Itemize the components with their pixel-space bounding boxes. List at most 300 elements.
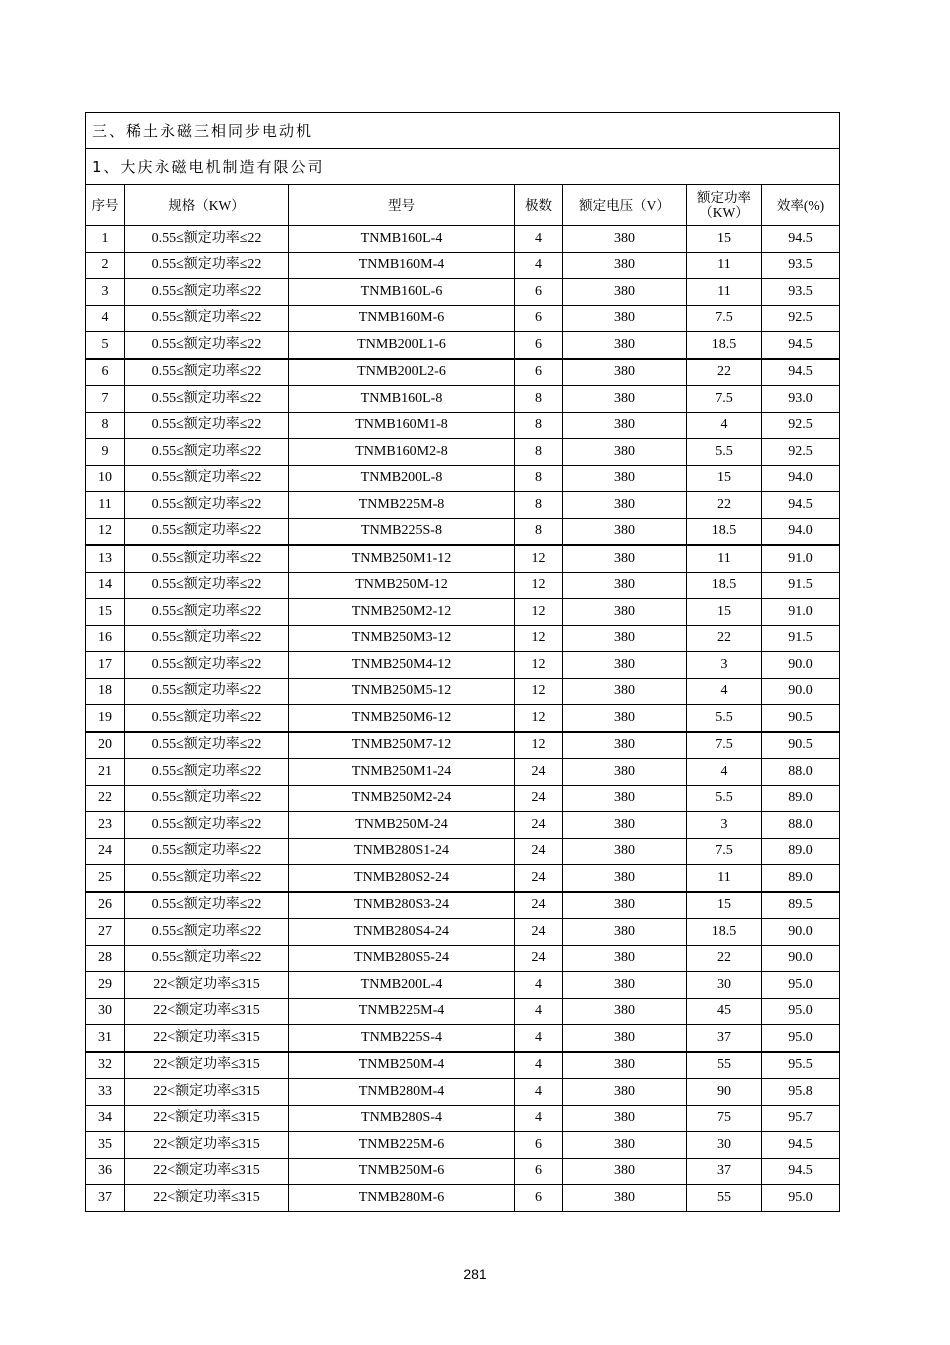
- cell-model: TNMB160M-6: [289, 305, 515, 332]
- cell-power: 11: [687, 279, 762, 306]
- header-power-line1: 额定功率: [697, 190, 751, 205]
- cell-poles: 12: [515, 652, 563, 679]
- cell-seq: 29: [86, 972, 125, 999]
- cell-voltage: 380: [563, 359, 687, 386]
- cell-spec: 22<额定功率≤315: [125, 1052, 289, 1079]
- cell-poles: 24: [515, 785, 563, 812]
- cell-model: TNMB280S3-24: [289, 892, 515, 919]
- cell-efficiency: 95.0: [762, 972, 840, 999]
- cell-power: 11: [687, 252, 762, 279]
- cell-voltage: 380: [563, 1025, 687, 1052]
- cell-poles: 4: [515, 226, 563, 253]
- table-row: [86, 332, 840, 359]
- cell-seq: 34: [86, 1105, 125, 1132]
- cell-model: TNMB160M1-8: [289, 412, 515, 439]
- cell-power: 30: [687, 972, 762, 999]
- cell-seq: 16: [86, 625, 125, 652]
- cell-model: TNMB160M-4: [289, 252, 515, 279]
- cell-spec: 0.55≤额定功率≤22: [125, 652, 289, 679]
- cell-poles: 12: [515, 545, 563, 572]
- cell-power: 11: [687, 865, 762, 892]
- table-row: [86, 892, 840, 919]
- cell-spec: 0.55≤额定功率≤22: [125, 226, 289, 253]
- cell-voltage: 380: [563, 1158, 687, 1185]
- cell-power: 5.5: [687, 785, 762, 812]
- cell-seq: 25: [86, 865, 125, 892]
- company-title: 1、大庆永磁电机制造有限公司: [86, 149, 840, 185]
- cell-model: TNMB250M-6: [289, 1158, 515, 1185]
- cell-efficiency: 94.5: [762, 226, 840, 253]
- header-spec: 规格（KW）: [125, 185, 289, 226]
- cell-power: 75: [687, 1105, 762, 1132]
- cell-poles: 12: [515, 732, 563, 759]
- cell-efficiency: 89.0: [762, 785, 840, 812]
- cell-seq: 30: [86, 998, 125, 1025]
- cell-power: 18.5: [687, 518, 762, 545]
- cell-power: 3: [687, 812, 762, 839]
- cell-model: TNMB160L-8: [289, 386, 515, 413]
- table-row: [86, 1158, 840, 1185]
- cell-voltage: 380: [563, 1052, 687, 1079]
- cell-voltage: 380: [563, 759, 687, 786]
- cell-model: TNMB250M2-12: [289, 599, 515, 626]
- cell-voltage: 380: [563, 1079, 687, 1106]
- cell-seq: 3: [86, 279, 125, 306]
- cell-spec: 22<额定功率≤315: [125, 1158, 289, 1185]
- cell-poles: 24: [515, 838, 563, 865]
- header-seq: 序号: [86, 185, 125, 226]
- cell-power: 4: [687, 412, 762, 439]
- table-row: [86, 945, 840, 972]
- cell-power: 5.5: [687, 705, 762, 732]
- cell-voltage: 380: [563, 599, 687, 626]
- cell-efficiency: 95.0: [762, 1185, 840, 1212]
- cell-model: TNMB225M-6: [289, 1132, 515, 1159]
- cell-power: 37: [687, 1025, 762, 1052]
- cell-efficiency: 95.7: [762, 1105, 840, 1132]
- table-row: [86, 279, 840, 306]
- table-row: [86, 1185, 840, 1212]
- cell-efficiency: 92.5: [762, 305, 840, 332]
- cell-spec: 0.55≤额定功率≤22: [125, 785, 289, 812]
- cell-efficiency: 93.5: [762, 279, 840, 306]
- cell-model: TNMB200L-4: [289, 972, 515, 999]
- table-row: [86, 465, 840, 492]
- table-row: [86, 1079, 840, 1106]
- cell-spec: 0.55≤额定功率≤22: [125, 465, 289, 492]
- cell-efficiency: 91.5: [762, 572, 840, 599]
- cell-voltage: 380: [563, 625, 687, 652]
- table-row: [86, 226, 840, 253]
- cell-voltage: 380: [563, 1132, 687, 1159]
- cell-voltage: 380: [563, 518, 687, 545]
- cell-power: 45: [687, 998, 762, 1025]
- cell-spec: 0.55≤额定功率≤22: [125, 305, 289, 332]
- table-row: [86, 1105, 840, 1132]
- cell-seq: 32: [86, 1052, 125, 1079]
- table-row: [86, 1025, 840, 1052]
- cell-voltage: 380: [563, 252, 687, 279]
- cell-poles: 4: [515, 252, 563, 279]
- cell-power: 15: [687, 892, 762, 919]
- cell-efficiency: 91.5: [762, 625, 840, 652]
- header-power: [687, 185, 762, 226]
- cell-voltage: 380: [563, 919, 687, 946]
- cell-efficiency: 91.0: [762, 599, 840, 626]
- cell-power: 37: [687, 1158, 762, 1185]
- cell-poles: 6: [515, 1132, 563, 1159]
- cell-efficiency: 92.5: [762, 412, 840, 439]
- cell-power: 5.5: [687, 439, 762, 466]
- cell-model: TNMB225S-8: [289, 518, 515, 545]
- cell-poles: 6: [515, 279, 563, 306]
- cell-model: TNMB250M-4: [289, 1052, 515, 1079]
- cell-poles: 8: [515, 412, 563, 439]
- cell-seq: 12: [86, 518, 125, 545]
- cell-power: 4: [687, 678, 762, 705]
- cell-spec: 0.55≤额定功率≤22: [125, 812, 289, 839]
- cell-power: 22: [687, 625, 762, 652]
- cell-model: TNMB160L-4: [289, 226, 515, 253]
- cell-spec: 22<额定功率≤315: [125, 1105, 289, 1132]
- cell-efficiency: 94.5: [762, 1132, 840, 1159]
- header-efficiency: 效率(%): [762, 185, 840, 226]
- table-row: [86, 705, 840, 732]
- cell-spec: 0.55≤额定功率≤22: [125, 678, 289, 705]
- table-row: [86, 625, 840, 652]
- cell-voltage: 380: [563, 545, 687, 572]
- cell-model: TNMB280M-4: [289, 1079, 515, 1106]
- cell-efficiency: 88.0: [762, 759, 840, 786]
- cell-voltage: 380: [563, 279, 687, 306]
- header-power-line2: （KW）: [699, 205, 749, 220]
- cell-seq: 37: [86, 1185, 125, 1212]
- cell-efficiency: 90.0: [762, 919, 840, 946]
- table-row: [86, 652, 840, 679]
- cell-spec: 0.55≤额定功率≤22: [125, 625, 289, 652]
- cell-seq: 20: [86, 732, 125, 759]
- cell-poles: 8: [515, 439, 563, 466]
- cell-seq: 18: [86, 678, 125, 705]
- cell-seq: 4: [86, 305, 125, 332]
- cell-model: TNMB160L-6: [289, 279, 515, 306]
- cell-model: TNMB280S1-24: [289, 838, 515, 865]
- cell-model: TNMB250M7-12: [289, 732, 515, 759]
- cell-efficiency: 90.5: [762, 705, 840, 732]
- cell-spec: 22<额定功率≤315: [125, 998, 289, 1025]
- cell-poles: 8: [515, 386, 563, 413]
- cell-spec: 0.55≤额定功率≤22: [125, 732, 289, 759]
- cell-power: 15: [687, 226, 762, 253]
- cell-seq: 21: [86, 759, 125, 786]
- page-number: 281: [463, 1266, 487, 1282]
- table-row: [86, 812, 840, 839]
- cell-power: 22: [687, 359, 762, 386]
- cell-spec: 22<额定功率≤315: [125, 1132, 289, 1159]
- cell-poles: 4: [515, 1079, 563, 1106]
- cell-efficiency: 95.0: [762, 998, 840, 1025]
- cell-power: 7.5: [687, 732, 762, 759]
- section-title-row: [86, 113, 840, 149]
- cell-seq: 9: [86, 439, 125, 466]
- cell-poles: 12: [515, 678, 563, 705]
- table-row: [86, 386, 840, 413]
- cell-model: TNMB280S5-24: [289, 945, 515, 972]
- cell-poles: 24: [515, 919, 563, 946]
- cell-power: 55: [687, 1052, 762, 1079]
- cell-model: TNMB250M-12: [289, 572, 515, 599]
- cell-poles: 24: [515, 892, 563, 919]
- cell-spec: 0.55≤额定功率≤22: [125, 599, 289, 626]
- cell-model: TNMB200L2-6: [289, 359, 515, 386]
- cell-spec: 0.55≤额定功率≤22: [125, 838, 289, 865]
- cell-efficiency: 90.0: [762, 945, 840, 972]
- cell-efficiency: 94.5: [762, 492, 840, 519]
- cell-spec: 0.55≤额定功率≤22: [125, 945, 289, 972]
- cell-poles: 24: [515, 865, 563, 892]
- cell-seq: 19: [86, 705, 125, 732]
- cell-seq: 24: [86, 838, 125, 865]
- cell-spec: 0.55≤额定功率≤22: [125, 359, 289, 386]
- cell-seq: 15: [86, 599, 125, 626]
- cell-poles: 12: [515, 599, 563, 626]
- cell-seq: 28: [86, 945, 125, 972]
- cell-model: TNMB200L1-6: [289, 332, 515, 359]
- cell-model: TNMB280M-6: [289, 1185, 515, 1212]
- cell-poles: 4: [515, 1105, 563, 1132]
- cell-power: 7.5: [687, 838, 762, 865]
- cell-seq: 10: [86, 465, 125, 492]
- cell-poles: 12: [515, 625, 563, 652]
- cell-poles: 6: [515, 305, 563, 332]
- cell-efficiency: 92.5: [762, 439, 840, 466]
- cell-voltage: 380: [563, 332, 687, 359]
- cell-efficiency: 89.0: [762, 865, 840, 892]
- cell-model: TNMB250M1-12: [289, 545, 515, 572]
- table-row: [86, 492, 840, 519]
- cell-model: TNMB250M4-12: [289, 652, 515, 679]
- cell-seq: 31: [86, 1025, 125, 1052]
- cell-spec: 0.55≤额定功率≤22: [125, 919, 289, 946]
- header-model: 型号: [289, 185, 515, 226]
- cell-power: 4: [687, 759, 762, 786]
- cell-efficiency: 94.5: [762, 359, 840, 386]
- cell-efficiency: 93.0: [762, 386, 840, 413]
- cell-poles: 8: [515, 518, 563, 545]
- table-row: [86, 305, 840, 332]
- cell-voltage: 380: [563, 439, 687, 466]
- table-row: [86, 785, 840, 812]
- cell-voltage: 380: [563, 465, 687, 492]
- cell-poles: 6: [515, 359, 563, 386]
- cell-voltage: 380: [563, 838, 687, 865]
- cell-efficiency: 94.5: [762, 1158, 840, 1185]
- cell-model: TNMB225S-4: [289, 1025, 515, 1052]
- cell-power: 3: [687, 652, 762, 679]
- cell-seq: 26: [86, 892, 125, 919]
- cell-model: TNMB250M2-24: [289, 785, 515, 812]
- cell-spec: 0.55≤额定功率≤22: [125, 865, 289, 892]
- table-row: [86, 1052, 840, 1079]
- cell-seq: 5: [86, 332, 125, 359]
- cell-poles: 24: [515, 812, 563, 839]
- cell-poles: 6: [515, 1185, 563, 1212]
- cell-seq: 6: [86, 359, 125, 386]
- cell-power: 15: [687, 465, 762, 492]
- cell-power: 55: [687, 1185, 762, 1212]
- cell-poles: 24: [515, 759, 563, 786]
- cell-efficiency: 95.0: [762, 1025, 840, 1052]
- cell-seq: 7: [86, 386, 125, 413]
- table-row: [86, 518, 840, 545]
- cell-voltage: 380: [563, 572, 687, 599]
- table-row: [86, 972, 840, 999]
- cell-voltage: 380: [563, 785, 687, 812]
- cell-seq: 13: [86, 545, 125, 572]
- cell-power: 22: [687, 492, 762, 519]
- cell-efficiency: 90.0: [762, 678, 840, 705]
- table-row: [86, 545, 840, 572]
- cell-model: TNMB280S-4: [289, 1105, 515, 1132]
- cell-spec: 0.55≤额定功率≤22: [125, 332, 289, 359]
- cell-poles: 8: [515, 492, 563, 519]
- cell-spec: 0.55≤额定功率≤22: [125, 492, 289, 519]
- cell-efficiency: 89.0: [762, 838, 840, 865]
- cell-efficiency: 94.5: [762, 332, 840, 359]
- cell-poles: 6: [515, 332, 563, 359]
- cell-spec: 0.55≤额定功率≤22: [125, 545, 289, 572]
- cell-power: 22: [687, 945, 762, 972]
- cell-poles: 8: [515, 465, 563, 492]
- cell-spec: 22<额定功率≤315: [125, 972, 289, 999]
- cell-efficiency: 95.8: [762, 1079, 840, 1106]
- cell-voltage: 380: [563, 652, 687, 679]
- table-row: [86, 998, 840, 1025]
- table-row: [86, 865, 840, 892]
- cell-poles: 4: [515, 1052, 563, 1079]
- cell-power: 11: [687, 545, 762, 572]
- cell-model: TNMB250M5-12: [289, 678, 515, 705]
- cell-seq: 14: [86, 572, 125, 599]
- cell-voltage: 380: [563, 865, 687, 892]
- cell-efficiency: 93.5: [762, 252, 840, 279]
- cell-spec: 0.55≤额定功率≤22: [125, 386, 289, 413]
- cell-model: TNMB200L-8: [289, 465, 515, 492]
- cell-voltage: 380: [563, 732, 687, 759]
- table-row: [86, 252, 840, 279]
- cell-poles: 4: [515, 972, 563, 999]
- cell-model: TNMB225M-8: [289, 492, 515, 519]
- company-title-row: [86, 149, 840, 185]
- table-row: [86, 838, 840, 865]
- cell-seq: 11: [86, 492, 125, 519]
- cell-power: 7.5: [687, 305, 762, 332]
- cell-voltage: 380: [563, 972, 687, 999]
- table-row: [86, 599, 840, 626]
- cell-spec: 0.55≤额定功率≤22: [125, 892, 289, 919]
- cell-spec: 22<额定功率≤315: [125, 1185, 289, 1212]
- cell-voltage: 380: [563, 812, 687, 839]
- cell-poles: 12: [515, 705, 563, 732]
- table-row: [86, 412, 840, 439]
- cell-spec: 0.55≤额定功率≤22: [125, 705, 289, 732]
- cell-efficiency: 94.0: [762, 465, 840, 492]
- table-row: [86, 359, 840, 386]
- cell-poles: 12: [515, 572, 563, 599]
- cell-spec: 22<额定功率≤315: [125, 1025, 289, 1052]
- cell-power: 18.5: [687, 332, 762, 359]
- cell-model: TNMB160M2-8: [289, 439, 515, 466]
- cell-efficiency: 89.5: [762, 892, 840, 919]
- cell-efficiency: 90.5: [762, 732, 840, 759]
- cell-voltage: 380: [563, 1105, 687, 1132]
- cell-seq: 8: [86, 412, 125, 439]
- cell-model: TNMB280S2-24: [289, 865, 515, 892]
- cell-voltage: 380: [563, 678, 687, 705]
- cell-model: TNMB250M1-24: [289, 759, 515, 786]
- table-row: [86, 759, 840, 786]
- cell-efficiency: 90.0: [762, 652, 840, 679]
- cell-power: 7.5: [687, 386, 762, 413]
- cell-voltage: 380: [563, 705, 687, 732]
- cell-poles: 4: [515, 998, 563, 1025]
- cell-spec: 0.55≤额定功率≤22: [125, 759, 289, 786]
- cell-model: TNMB250M3-12: [289, 625, 515, 652]
- cell-voltage: 380: [563, 386, 687, 413]
- cell-model: TNMB280S4-24: [289, 919, 515, 946]
- header-voltage: 额定电压（V）: [563, 185, 687, 226]
- cell-power: 18.5: [687, 572, 762, 599]
- cell-spec: 0.55≤额定功率≤22: [125, 518, 289, 545]
- cell-seq: 36: [86, 1158, 125, 1185]
- cell-seq: 27: [86, 919, 125, 946]
- cell-power: 90: [687, 1079, 762, 1106]
- motor-spec-table: [85, 112, 840, 1212]
- cell-spec: 0.55≤额定功率≤22: [125, 439, 289, 466]
- cell-seq: 1: [86, 226, 125, 253]
- header-row: [86, 185, 840, 226]
- cell-voltage: 380: [563, 945, 687, 972]
- table-row: [86, 919, 840, 946]
- cell-power: 18.5: [687, 919, 762, 946]
- cell-voltage: 380: [563, 892, 687, 919]
- section-title: 三、稀土永磁三相同步电动机: [86, 113, 840, 149]
- cell-seq: 2: [86, 252, 125, 279]
- cell-spec: 0.55≤额定功率≤22: [125, 572, 289, 599]
- cell-poles: 6: [515, 1158, 563, 1185]
- table-row: [86, 572, 840, 599]
- cell-power: 30: [687, 1132, 762, 1159]
- table-row: [86, 1132, 840, 1159]
- header-poles: 极数: [515, 185, 563, 226]
- cell-model: TNMB250M-24: [289, 812, 515, 839]
- cell-seq: 35: [86, 1132, 125, 1159]
- cell-seq: 22: [86, 785, 125, 812]
- cell-voltage: 380: [563, 226, 687, 253]
- cell-voltage: 380: [563, 998, 687, 1025]
- cell-voltage: 380: [563, 412, 687, 439]
- table-row: [86, 439, 840, 466]
- cell-spec: 0.55≤额定功率≤22: [125, 279, 289, 306]
- cell-power: 15: [687, 599, 762, 626]
- cell-seq: 23: [86, 812, 125, 839]
- cell-efficiency: 95.5: [762, 1052, 840, 1079]
- cell-efficiency: 91.0: [762, 545, 840, 572]
- cell-voltage: 380: [563, 1185, 687, 1212]
- cell-efficiency: 88.0: [762, 812, 840, 839]
- cell-poles: 4: [515, 1025, 563, 1052]
- cell-seq: 17: [86, 652, 125, 679]
